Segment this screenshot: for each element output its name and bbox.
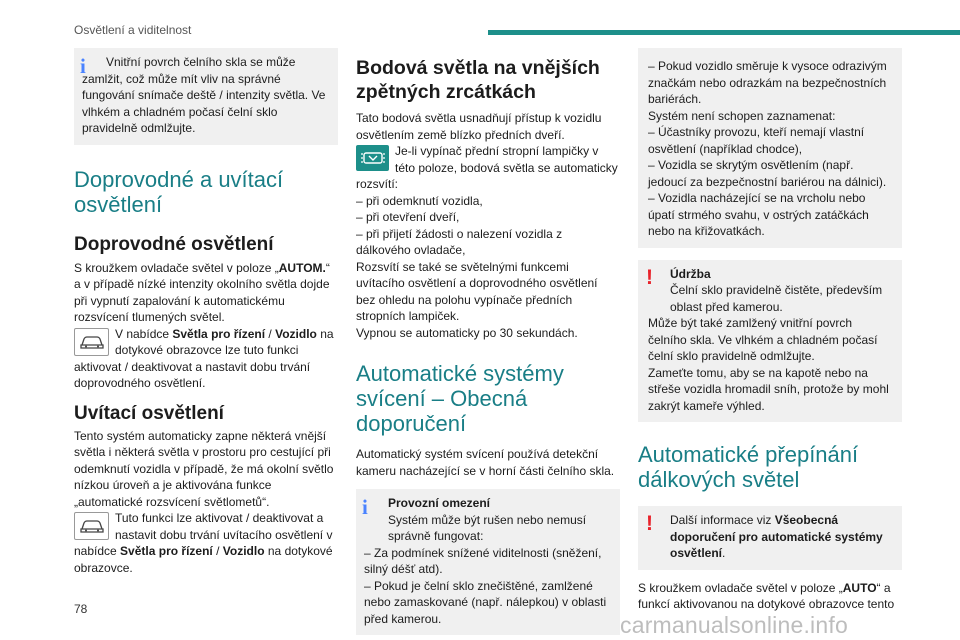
subheading-uvitaci: Uvítací osvětlení	[74, 402, 224, 424]
info-note-continued	[638, 48, 902, 248]
warning-icon: !	[646, 265, 653, 289]
note-title: Údržba	[670, 266, 711, 281]
car-icon	[74, 328, 109, 356]
paragraph: S kroužkem ovladače světel v poloze „AUTOM.“ a v případě nízké intenzity okolního světla dojde při vypnutí zapalování k automatickému rozsvícení tlumených světel.	[74, 260, 330, 324]
info-icon: i	[362, 495, 368, 519]
page-number: 78	[74, 602, 88, 616]
paragraph: Automatický systém svícení používá detekční kameru nacházející se v horní části čelního skla.	[356, 447, 615, 478]
note-text: Může být také zamlžený vnitřní povrch čelního skla. Ve vlhkém a chladném počasí čelní sklo pravidelně odmlžujte.	[648, 316, 878, 363]
column-3	[638, 48, 902, 613]
list-item: – Za podmínek snížené viditelnosti (sněžení, silný déšť atd).	[364, 545, 602, 576]
list-item: – při odemknutí vozidla,	[356, 193, 483, 208]
paragraph-with-icon: Je-li vypínač přední stropní lampičky v této poloze, bodová světla se automaticky rozsvítí:	[356, 144, 618, 191]
list-item: – Vozidla nacházející se na vrcholu nebo úpatí strmého svahu, v ostrých zatáčkách nebo na křižovatkách.	[648, 191, 869, 238]
ceiling-lamp-icon	[356, 145, 389, 171]
note-text: Systém může být rušen nebo nemusí správně fungovat:	[388, 512, 587, 543]
paragraph: Tento systém automaticky zapne některá vnější světla i některá světla v prostoru pro cestující při odemknutí vozidla v případě, že má okolní světlo nízkou úroveň a je aktivována funkce „automatické rozsvícení světlometů“.	[74, 428, 334, 509]
list-item: – Vozidla se skrytým osvětlením (např. jedoucí za bezpečnostní bariérou na dálnici).	[648, 158, 887, 189]
section-title-doprovodne: Doprovodné a uvítací osvětlení	[74, 166, 284, 217]
info-note-text: Vnitřní povrch čelního skla se může zamlžit, což může mít vliv na správné fungování snímače deště / intenzity světla. Ve vlhkém a chladném počasí čelní sklo pravidelně odmlžujte.	[82, 55, 326, 135]
running-header: Osvětlení a viditelnost	[74, 23, 192, 37]
note-text: Systém není schopen zaznamenat:	[648, 108, 836, 123]
info-note	[74, 48, 338, 145]
warning-icon: !	[646, 512, 653, 535]
car-icon	[74, 512, 109, 540]
section-title-prepinani: Automatické přepínání dálkových světel	[638, 442, 859, 492]
note-text: Zameťte tomu, aby se na kapotě nebo na střeše vozidla hromadil sníh, protože by mohl zakrýt kameře výhled.	[648, 365, 889, 413]
list-item: – při otevření dveří,	[356, 210, 460, 224]
info-note	[356, 489, 620, 635]
paragraph: Rozsvítí se také se světelnými funkcemi uvítacího osvětlení a doprovodného osvětlení bez ohledu na polohu vypínače předních stropních lampiček.	[356, 259, 598, 323]
warning-note	[638, 260, 902, 423]
paragraph: Tato bodová světla usnadňují přístup k vozidlu osvětlením země blízko předních dveří.	[356, 111, 602, 142]
note-title: Provozní omezení	[388, 496, 491, 510]
note-text: Čelní sklo pravidelně čistěte, především oblast před kamerou.	[670, 283, 883, 314]
column-1	[74, 48, 338, 576]
list-item: – Pokud vozidlo směruje k vysoce odrazivým značkám nebo odrazkám na bezpečnostních bariérách.	[648, 59, 887, 106]
list-item: – Pokud je čelní sklo znečištěné, zamlžené nebo zamaskované (např. nálepkou) v oblasti před kamerou.	[364, 578, 607, 626]
section-title-automaticke-systemy: Automatické systémy svícení – Obecná doporučení	[356, 361, 564, 436]
header-accent-bar	[488, 30, 960, 35]
watermark: carmanualsonline.info	[620, 612, 848, 638]
warning-note: ! Další informace viz Všeobecná doporučení pro automatické systémy osvětlení.	[638, 506, 902, 570]
paragraph-with-icon: Tuto funkci lze aktivovat / deaktivovat a nastavit dobu trvání uvítacího osvětlení v nabídce Světla pro řízení / Vozidlo na dotykové obrazovce.	[74, 511, 333, 575]
info-icon: i	[80, 54, 86, 78]
column-2	[356, 56, 620, 635]
paragraph-with-icon: V nabídce Světla pro řízení / Vozidlo na dotykové obrazovce lze tuto funkci aktivovat / deaktivovat a nastavit dobu trvání doprovodného osvětlení.	[74, 326, 334, 390]
subheading-doprovodne: Doprovodné osvětlení	[74, 233, 274, 255]
paragraph: Vypnou se automaticky po 30 sekundách.	[356, 325, 578, 340]
paragraph: S kroužkem ovladače světel v poloze „AUTO“ a funkcí aktivovanou na dotykové obrazovce tento	[638, 580, 895, 611]
list-item: – Účastníky provozu, kteří nemají vlastní osvětlení (například chodce),	[648, 125, 865, 156]
list-item: – při přijetí žádosti o nalezení vozidla z dálkového ovladače,	[356, 226, 563, 257]
heading-bodova-svetla: Bodová světla na vnějších zpětných zrcátkách	[356, 57, 600, 103]
